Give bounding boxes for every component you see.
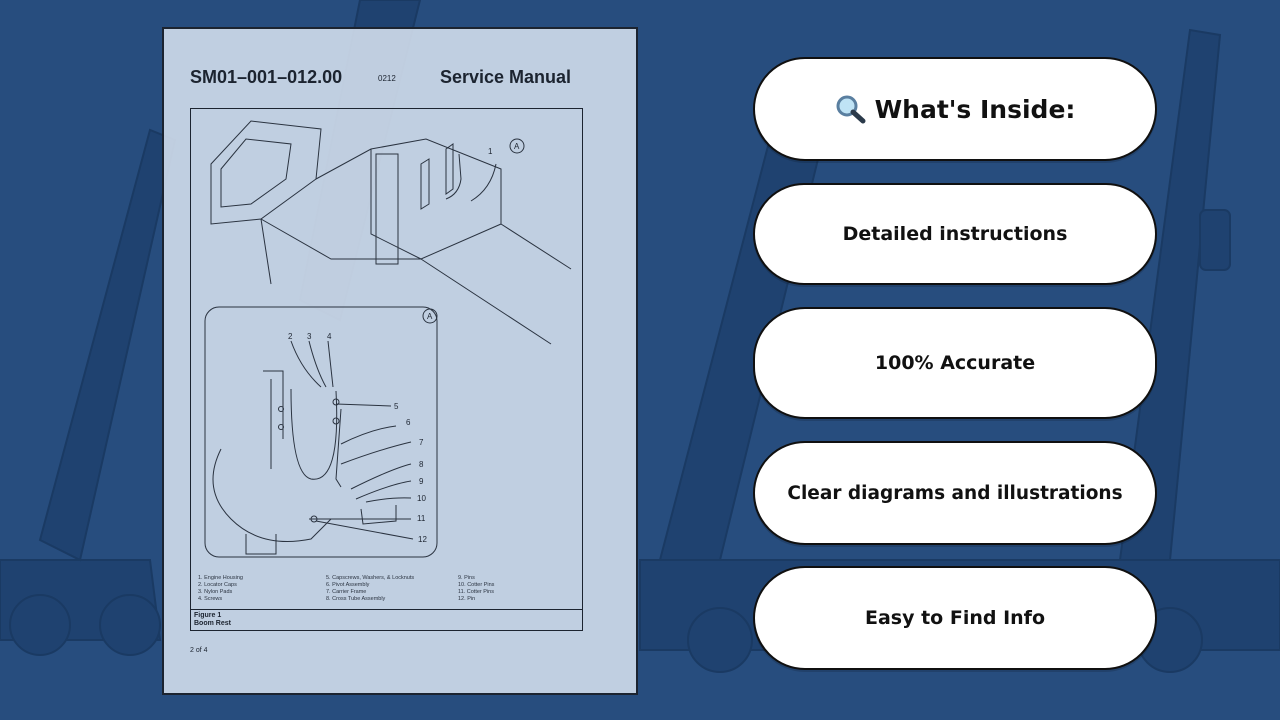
feature-pill-accurate (753, 307, 1157, 419)
legend-item-12: 12. Pin (458, 596, 476, 602)
feature-pill-detailed-instructions (753, 183, 1157, 285)
magnifying-glass-icon (835, 94, 867, 124)
feature-label: Easy to Find Info (864, 607, 1045, 629)
page-number: 2 of 4 (190, 647, 208, 654)
callout-12: 12 (418, 535, 427, 544)
feature-pill-easy-to-find (753, 566, 1157, 670)
detail-label-inset: A (427, 312, 433, 321)
callout-3: 3 (307, 332, 312, 341)
whats-inside-heading: What's Inside: (874, 94, 1076, 124)
parts-legend (196, 575, 576, 609)
legend-item-9: 9. Pins (458, 575, 475, 581)
feature-label: Detailed instructions (842, 223, 1068, 245)
legend-item-10: 10. Cotter Pins (458, 582, 495, 588)
document-number: SM01–001–012.00 (190, 67, 343, 87)
service-manual-page (162, 27, 638, 695)
legend-item-6: 6. Pivot Assembly (326, 582, 370, 588)
callout-6: 6 (406, 418, 411, 427)
callout-7: 7 (419, 438, 424, 447)
feature-label: Clear diagrams and illustrations (787, 482, 1123, 504)
callout-4: 4 (327, 332, 332, 341)
legend-item-7: 7. Carrier Frame (326, 589, 367, 595)
callout-5: 5 (394, 402, 399, 411)
figure-caption (194, 612, 231, 628)
legend-item-5: 5. Capscrews, Washers, & Locknuts (326, 575, 415, 581)
feature-label: 100% Accurate (874, 352, 1036, 374)
figure-caption-bar (190, 609, 583, 631)
callout-2: 2 (288, 332, 293, 341)
callout-1: 1 (488, 147, 493, 156)
feature-pill-clear-diagrams (753, 441, 1157, 545)
legend-item-3: 3. Nylon Pads (198, 589, 233, 595)
boom-rest-diagram (191, 109, 582, 574)
legend-item-1: 1. Engine Housing (198, 575, 243, 581)
legend-item-8: 8. Cross Tube Assembly (326, 596, 386, 602)
detail-label-main: A (514, 142, 520, 151)
callout-11: 11 (417, 514, 426, 523)
whats-inside-heading-pill (753, 57, 1157, 161)
document-revision: 0212 (378, 74, 396, 83)
callout-9: 9 (419, 477, 424, 486)
figure-title: Boom Rest (194, 620, 231, 627)
figure-label: Figure 1 (194, 612, 222, 619)
legend-item-11: 11. Cotter Pins (458, 589, 494, 595)
legend-item-4: 4. Screws (198, 596, 223, 602)
callout-10: 10 (417, 494, 426, 503)
legend-item-2: 2. Locator Caps (198, 582, 237, 588)
document-title: Service Manual (440, 67, 572, 87)
callout-8: 8 (419, 460, 424, 469)
